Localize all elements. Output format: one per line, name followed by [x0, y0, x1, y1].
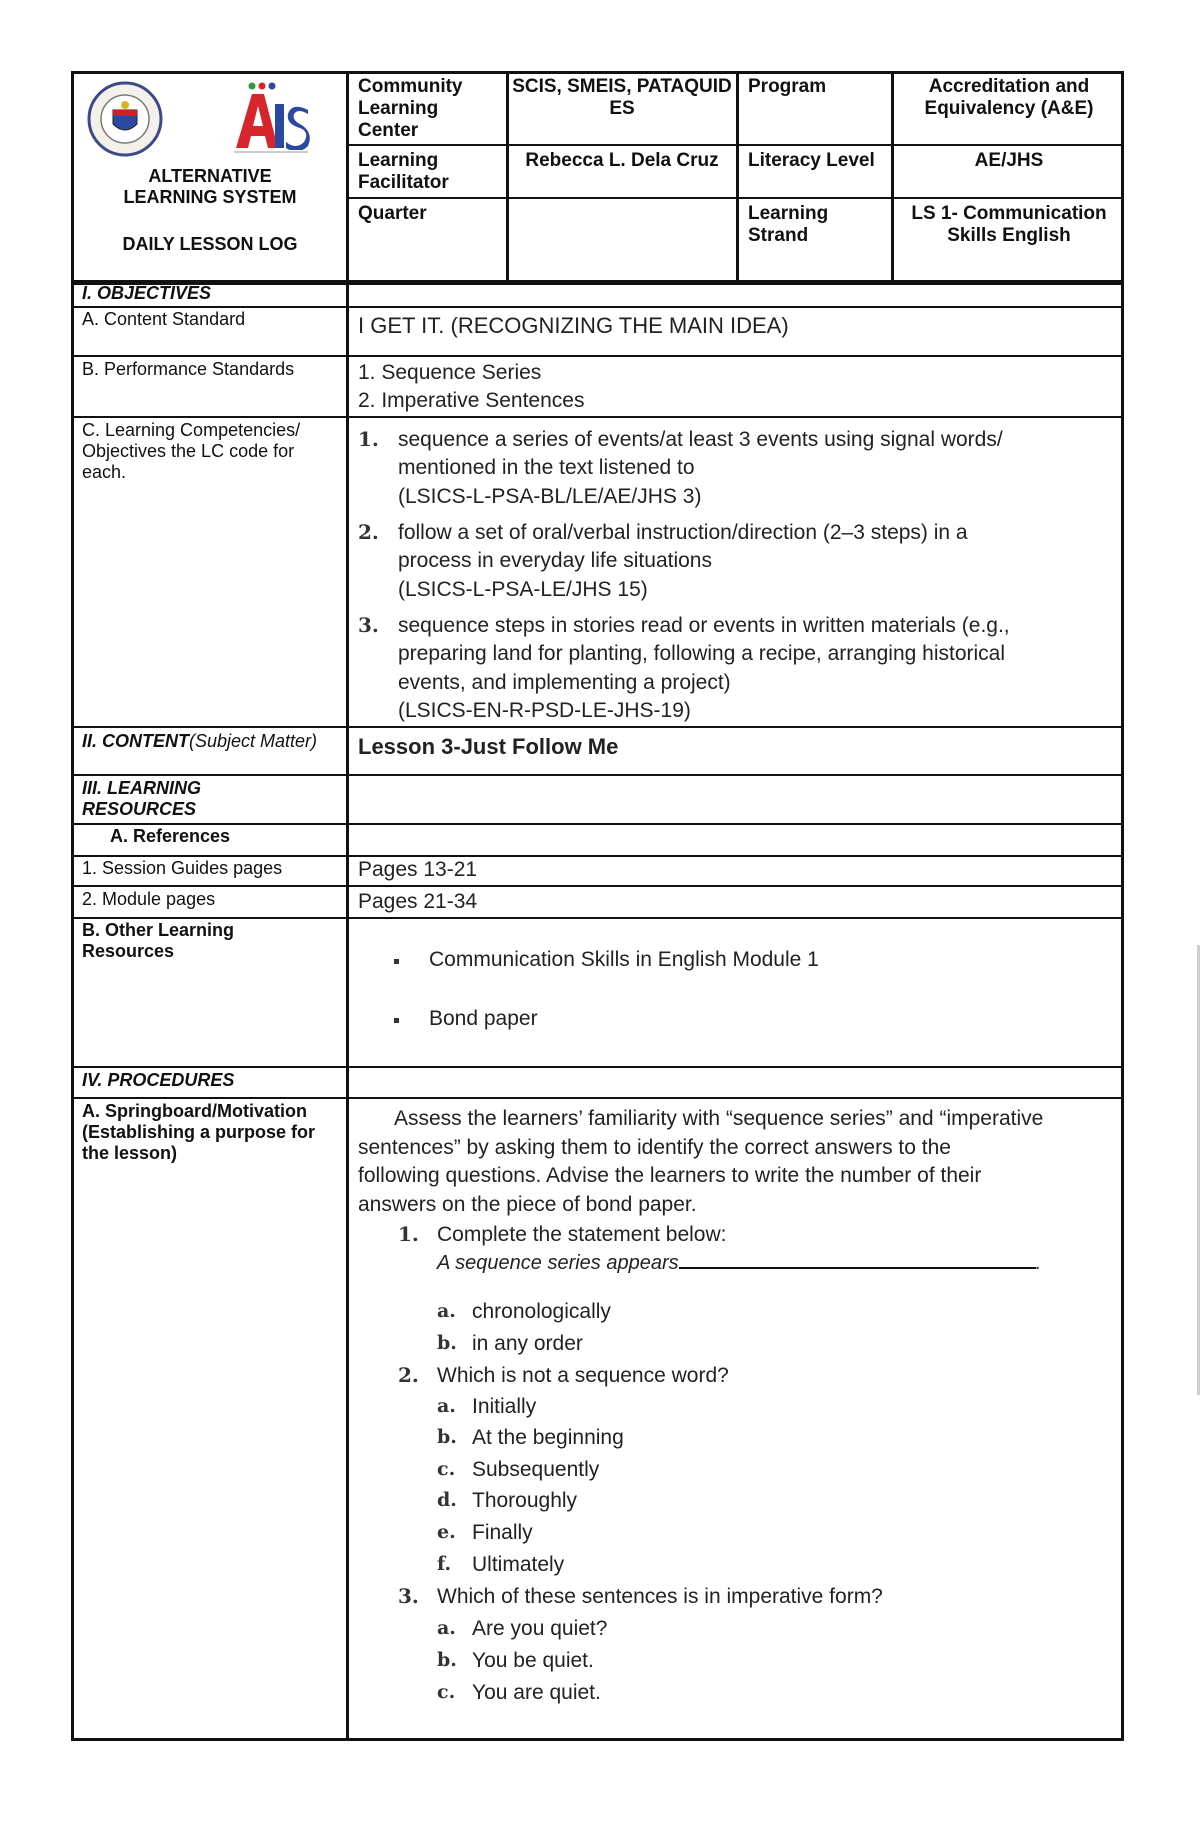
other-resource-item: Communication Skills in English Module 1 — [429, 948, 819, 971]
content-label-bold: II. CONTENT — [82, 731, 189, 751]
question-text: Complete the statement below: — [437, 1223, 727, 1246]
objectives-heading: I. OBJECTIVES — [82, 283, 212, 303]
option-text: You are quiet. — [472, 1681, 601, 1704]
question-text: Which is not a sequence word? — [437, 1364, 729, 1387]
clc-label: Community Learning Center — [358, 76, 463, 141]
other-resources-label: B. Other Learning Resources — [82, 920, 235, 961]
literacy-label: Literacy Level — [748, 150, 875, 171]
option-text: chronologically — [472, 1300, 611, 1323]
option-text: At the beginning — [472, 1426, 624, 1449]
intro-text: following questions. Advise the learners to write the number of their — [358, 1164, 982, 1187]
deped-seal-logo — [80, 80, 170, 158]
module-pages-value: Pages 21-34 — [358, 890, 478, 913]
competency-code: (LSICS-EN-R-PSD-LE-JHS-19) — [398, 699, 691, 722]
content-label — [82, 731, 332, 752]
header-row-divider — [346, 144, 1124, 146]
learning-resources-heading: III. LEARNING RESOURCES — [82, 778, 202, 819]
statement-text: A sequence series appears — [437, 1252, 679, 1274]
option-letter: a. — [437, 1395, 456, 1417]
program-value: Accreditation and Equivalency (A&E) — [924, 76, 1094, 119]
option-text: Ultimately — [472, 1553, 565, 1576]
header-row-divider — [346, 197, 1124, 199]
performance-standards-label: B. Performance Standards — [82, 359, 295, 379]
option-letter: a. — [437, 1300, 456, 1322]
facilitator-label: Learning Facilitator — [358, 150, 449, 193]
header-divider — [736, 71, 739, 283]
procedures-heading: IV. PROCEDURES — [82, 1070, 235, 1090]
header-divider — [891, 71, 894, 283]
content-standard-value: I GET IT. (RECOGNIZING THE MAIN IDEA) — [358, 313, 789, 338]
option-letter: b. — [437, 1649, 457, 1671]
clc-value: SCIS, SMEIS, PATAQUID ES — [512, 76, 732, 119]
option-text: in any order — [472, 1332, 583, 1355]
facilitator-value: Rebecca L. Dela Cruz — [525, 150, 719, 171]
option-text: Are you quiet? — [472, 1617, 608, 1640]
option-text: You be quiet. — [472, 1649, 594, 1672]
references-label: A. References — [110, 826, 231, 846]
strand-label: Learning Strand — [748, 203, 829, 246]
row-divider — [71, 855, 1124, 857]
other-resource-item: Bond paper — [429, 1007, 538, 1030]
answer-blank — [679, 1267, 1036, 1269]
option-letter: e. — [437, 1521, 456, 1543]
option-text: Subsequently — [472, 1458, 600, 1481]
option-letter: b. — [437, 1426, 457, 1448]
row-divider — [71, 774, 1124, 776]
option-text: Initially — [472, 1395, 537, 1418]
option-letter: c. — [437, 1681, 456, 1703]
competency-number: 3. — [358, 613, 379, 637]
row-divider — [71, 823, 1124, 825]
learning-competencies-label: C. Learning Competencies/ Objectives the LC code for each. — [82, 420, 301, 482]
competency-code: (LSICS-L-PSA-BL/LE/AE/JHS 3) — [398, 485, 702, 508]
competency-text: sequence a series of events/at least 3 events using signal words/ — [398, 428, 1003, 451]
row-divider — [71, 726, 1124, 728]
option-letter: c. — [437, 1458, 456, 1480]
header-divider — [346, 71, 349, 283]
row-divider — [71, 416, 1124, 418]
module-pages-label: 2. Module pages — [82, 889, 216, 909]
competency-number: 1. — [358, 427, 379, 451]
main-column-divider — [346, 282, 349, 1741]
competency-text: process in everyday life situations — [398, 549, 712, 572]
question-statement — [437, 1252, 1041, 1275]
question-number: 2. — [398, 1363, 419, 1387]
header-divider — [506, 71, 509, 283]
intro-text: sentences” by asking them to identify the correct answers to the — [358, 1136, 951, 1159]
lesson-title: Lesson 3-Just Follow Me — [358, 734, 619, 759]
competency-text: preparing land for planting, following a recipe, arranging historical — [398, 642, 1006, 665]
intro-text: answers on the piece of bond paper. — [358, 1193, 697, 1216]
bullet-icon — [394, 1018, 399, 1023]
intro-text: Assess the learners’ familiarity with “sequence series” and “imperative — [394, 1107, 1044, 1130]
performance-item: 1. Sequence Series — [358, 361, 542, 384]
statement-end: . — [1035, 1252, 1042, 1274]
competency-text: sequence steps in stories read or events in written materials (e.g., — [398, 614, 1010, 637]
option-letter: f. — [437, 1553, 452, 1575]
springboard-label: A. Springboard/Motivation (Establishing a purpose for the lesson) — [82, 1101, 316, 1163]
competency-text: events, and implementing a project) — [398, 671, 731, 694]
performance-item: 2. Imperative Sentences — [358, 389, 585, 412]
daily-lesson-log-title: DAILY LESSON LOG — [122, 234, 298, 254]
question-number: 3. — [398, 1584, 419, 1608]
row-divider — [71, 1097, 1124, 1099]
row-divider — [71, 306, 1124, 308]
row-divider — [71, 917, 1124, 919]
option-text: Thoroughly — [472, 1489, 578, 1512]
session-guides-label: 1. Session Guides pages — [82, 858, 283, 878]
strand-value: LS 1- Communication Skills English — [911, 203, 1107, 246]
option-letter: b. — [437, 1332, 457, 1354]
option-letter: a. — [437, 1617, 456, 1639]
competency-code: (LSICS-L-PSA-LE/JHS 15) — [398, 578, 648, 601]
row-divider — [71, 355, 1124, 357]
competency-number: 2. — [358, 520, 379, 544]
option-letter: d. — [437, 1489, 457, 1511]
session-guides-value: Pages 13-21 — [358, 858, 478, 881]
competency-text: mentioned in the text listened to — [398, 456, 695, 479]
content-standard-label: A. Content Standard — [82, 309, 246, 329]
als-logo — [232, 80, 310, 162]
competency-text: follow a set of oral/verbal instruction/direction (2–3 steps) in a — [398, 521, 968, 544]
quarter-label: Quarter — [358, 203, 427, 224]
bullet-icon — [394, 959, 399, 964]
program-label: Program — [748, 76, 827, 97]
alt-learning-title: ALTERNATIVE LEARNING SYSTEM — [123, 166, 297, 207]
content-label-rest: (Subject Matter) — [189, 731, 318, 751]
row-divider — [71, 885, 1124, 887]
option-text: Finally — [472, 1521, 533, 1544]
question-text: Which of these sentences is in imperative form? — [437, 1585, 883, 1608]
row-divider — [71, 1066, 1124, 1068]
question-number: 1. — [398, 1222, 419, 1246]
literacy-value: AE/JHS — [974, 150, 1044, 171]
